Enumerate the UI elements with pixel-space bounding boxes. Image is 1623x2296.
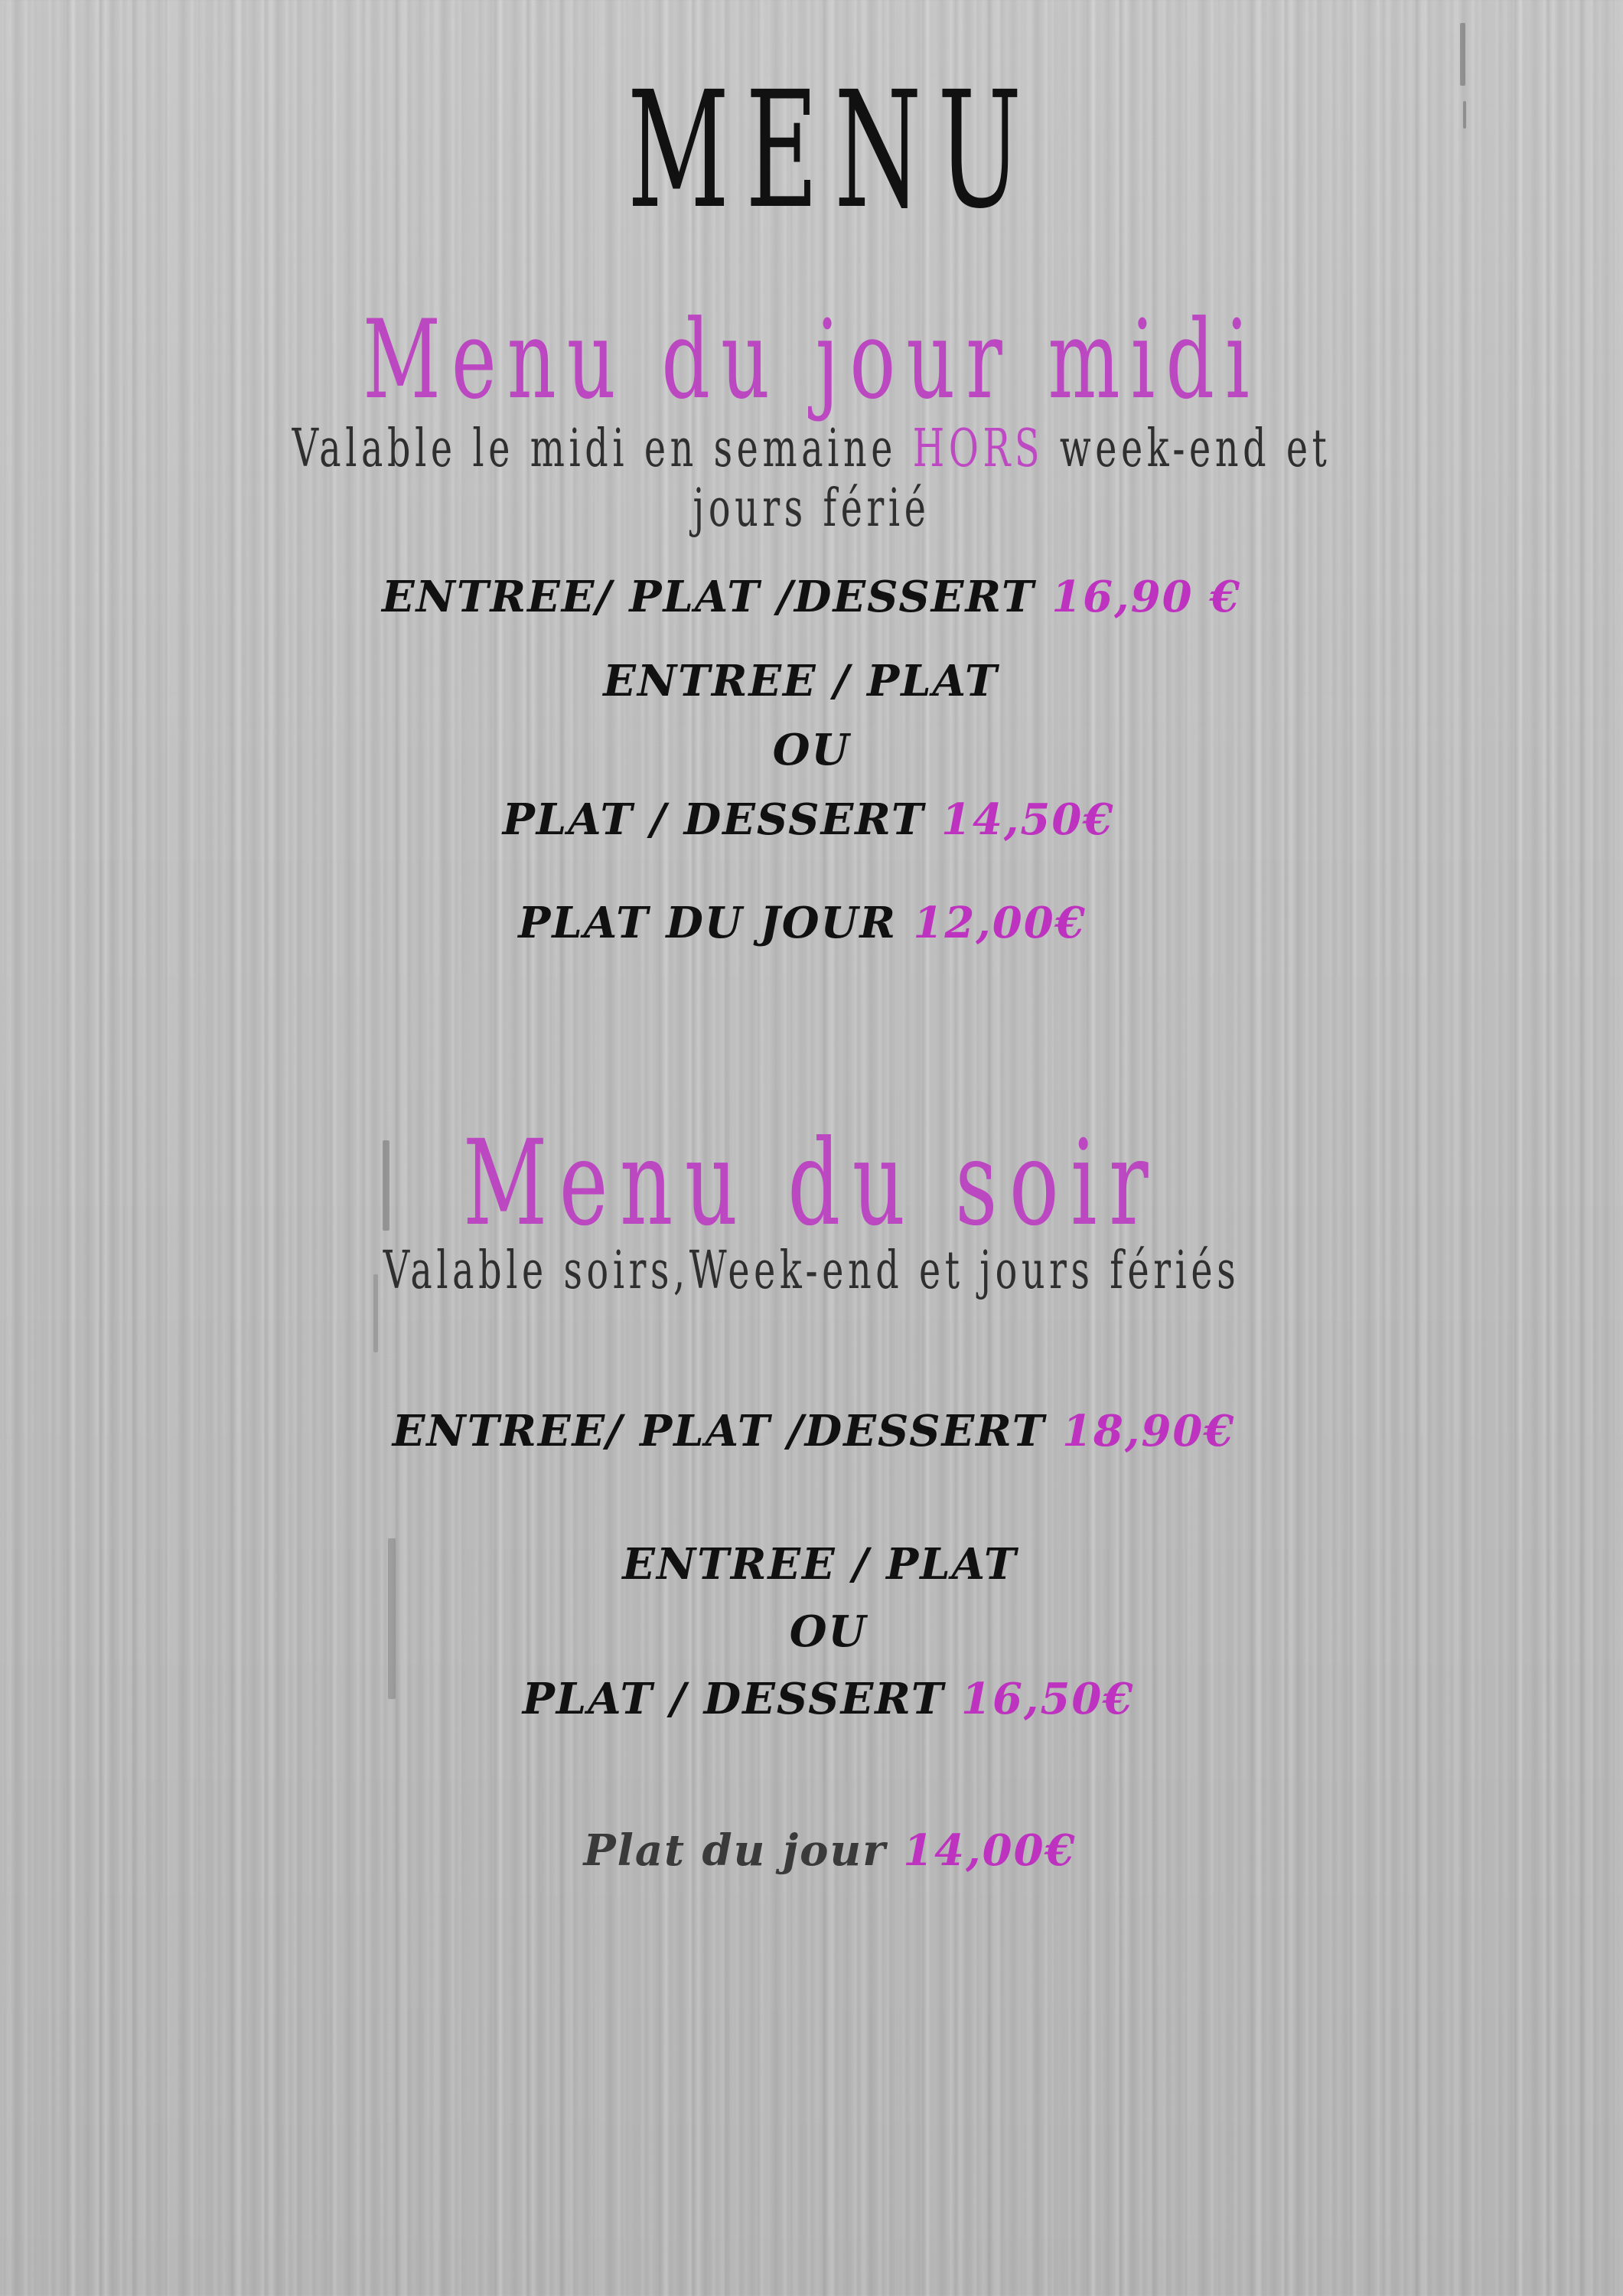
- lunch-dish-of-day-price: 12,00€: [913, 898, 1087, 948]
- evening-two-course-line-3: [17, 1674, 1623, 1724]
- lunch-dish-of-day-row: [0, 898, 1614, 948]
- lunch-subtitle-highlight: HORS: [912, 419, 1045, 479]
- evening-menu-title: Menu du soir: [462, 1115, 1161, 1252]
- lunch-full-menu-label: ENTREE/ PLAT /DESSERT: [381, 572, 1035, 622]
- evening-two-course-or-label: OU: [789, 1606, 868, 1657]
- evening-dish-of-day-price: 14,00€: [903, 1825, 1077, 1876]
- lunch-two-course-second-label: PLAT / DESSERT: [502, 794, 925, 845]
- lunch-two-course-line-3: [0, 794, 1620, 845]
- lunch-menu-subtitle: [243, 419, 1380, 539]
- evening-two-course-price: 16,50€: [960, 1674, 1135, 1724]
- lunch-two-course-price: 14,50€: [940, 794, 1115, 845]
- lunch-menu-title: Menu du jour midi: [363, 297, 1260, 423]
- evening-full-menu-label: ENTREE/ PLAT /DESSERT: [392, 1406, 1046, 1456]
- lunch-subtitle-suffix: week-end et: [1044, 419, 1331, 479]
- lunch-two-course-line-2: [0, 725, 1623, 775]
- evening-full-menu-row: [2, 1406, 1623, 1456]
- evening-two-course-first-label: ENTREE / PLAT: [622, 1539, 1018, 1590]
- lunch-subtitle-prefix: Valable le midi en semaine: [292, 419, 913, 479]
- evening-full-menu-price: 18,90€: [1061, 1406, 1236, 1456]
- evening-dish-of-day-label: Plat du jour: [583, 1825, 887, 1876]
- evening-two-course-line-2: [17, 1606, 1623, 1657]
- evening-menu-subtitle: Valable soirs,Week-end et jours fériés: [383, 1241, 1240, 1301]
- evening-two-course-line-1: [8, 1539, 1623, 1590]
- menu-title: MENU: [627, 57, 1038, 244]
- lunch-dish-of-day-label: PLAT DU JOUR: [518, 898, 897, 948]
- evening-dish-of-day-row: [18, 1825, 1623, 1876]
- lunch-full-menu-price: 16,90 €: [1051, 572, 1242, 622]
- lunch-full-menu-row: [0, 572, 1623, 622]
- evening-two-course-second-label: PLAT / DESSERT: [522, 1674, 945, 1724]
- lunch-two-course-first-label: ENTREE / PLAT: [603, 656, 999, 706]
- lunch-two-course-or-label: OU: [772, 725, 851, 775]
- lunch-subtitle-line-2: jours férié: [693, 478, 930, 539]
- lunch-two-course-line-1: [0, 656, 1612, 706]
